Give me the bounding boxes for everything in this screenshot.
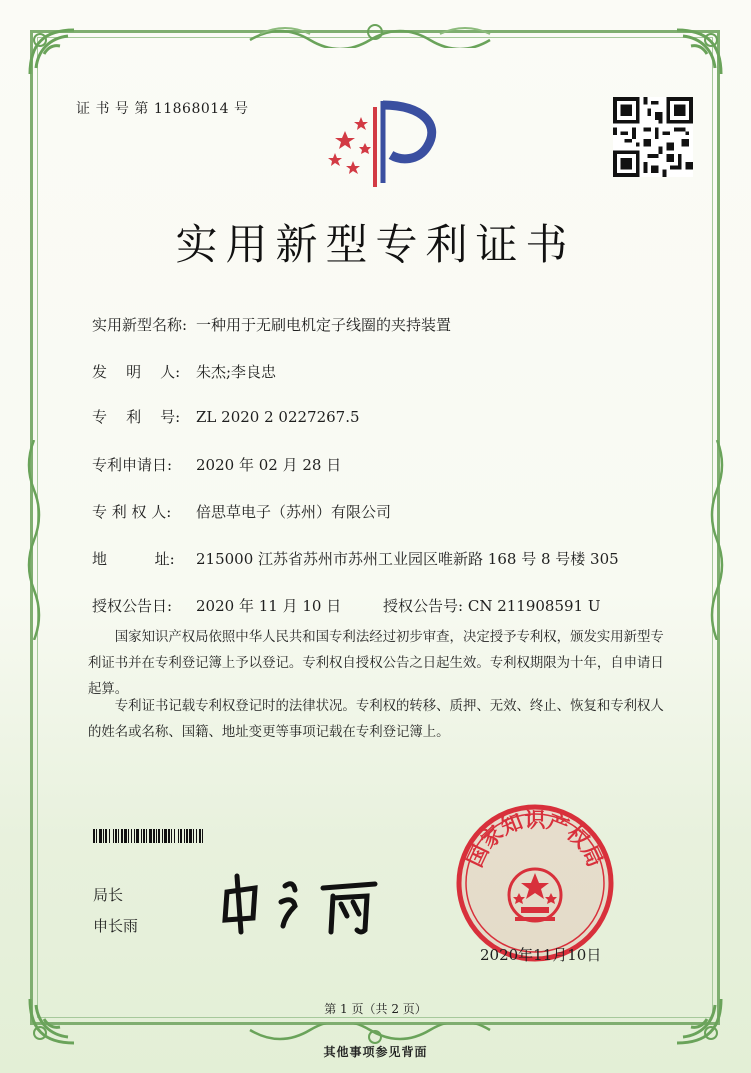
barcode-bar bbox=[134, 829, 135, 843]
barcode-bar bbox=[180, 829, 182, 843]
barcode-bar bbox=[164, 829, 167, 843]
field-model-name bbox=[92, 314, 451, 335]
barcode-bar bbox=[109, 829, 110, 843]
barcode-bar bbox=[168, 829, 170, 843]
field-grant-date bbox=[92, 595, 341, 616]
director-signature bbox=[215, 870, 385, 940]
corner-ornament-top-left bbox=[24, 24, 82, 82]
field-inventor bbox=[92, 361, 276, 382]
director-name: 申长雨 bbox=[93, 917, 139, 935]
paragraph-2: 专利证书记载专利权登记时的法律状况。专利权的转移、质押、无效、终止、恢复和专利权人的姓名或名称、国籍、地址变更等事项记载在专利登记簿上。 bbox=[88, 699, 664, 740]
certificate-number-label: 证 书 号 第 bbox=[76, 101, 149, 117]
barcode-bar bbox=[143, 829, 145, 843]
left-ornament bbox=[22, 440, 42, 640]
certificate-number-suffix: 号 bbox=[234, 101, 249, 117]
field-value: ZL 2020 2 0227267.5 bbox=[196, 408, 360, 426]
field-label: 授权公告号: bbox=[383, 597, 464, 615]
seal-text: 国家知识产权局 bbox=[462, 808, 608, 871]
barcode-bar bbox=[174, 829, 175, 843]
field-value: 2020 年 02 月 28 日 bbox=[196, 456, 342, 474]
barcode-bar bbox=[202, 829, 203, 843]
right-ornament bbox=[709, 440, 729, 640]
certificate-title: 实用新型专利证书 bbox=[175, 220, 576, 269]
top-ornament bbox=[240, 20, 511, 48]
field-patent-number bbox=[92, 406, 360, 427]
barcode-bar bbox=[103, 829, 104, 843]
director-title: 局长 bbox=[93, 886, 124, 904]
barcode-bar bbox=[146, 829, 147, 843]
barcode-bar bbox=[149, 829, 152, 843]
barcode-bar bbox=[189, 829, 192, 843]
barcode-bar bbox=[113, 829, 114, 843]
barcode-bar bbox=[115, 829, 117, 843]
barcode-bar bbox=[128, 829, 129, 843]
field-label: 地 址: bbox=[92, 550, 175, 568]
barcode-bar bbox=[99, 829, 102, 843]
field-label: 专 利 号: bbox=[92, 408, 181, 426]
barcode-bar bbox=[184, 829, 185, 843]
page-indicator: 第 1 页（共 2 页） bbox=[324, 1002, 427, 1016]
corner-ornament-top-right bbox=[669, 24, 727, 82]
barcode-bar bbox=[131, 829, 132, 843]
field-label: 授权公告日: bbox=[92, 597, 173, 615]
field-value: 一种用于无刷电机定子线圈的夹持装置 bbox=[196, 316, 452, 334]
barcode-bar bbox=[124, 829, 127, 843]
barcode-bar bbox=[199, 829, 201, 843]
cnipa-logo bbox=[323, 95, 443, 190]
barcode-bar bbox=[93, 829, 95, 843]
qr-code bbox=[613, 97, 693, 177]
field-value: 朱杰;李良忠 bbox=[196, 363, 277, 381]
field-label: 专 利 权 人: bbox=[92, 503, 172, 521]
field-value: CN 211908591 U bbox=[467, 597, 601, 615]
paragraph-1: 国家知识产权局依照中华人民共和国专利法经过初步审查，决定授予专利权，颁发实用新型专利证书并在专利登记簿上予以登记。专利权自授权公告之日起生效。专利权期限为十年，自申请日起算。 bbox=[88, 630, 664, 697]
field-label: 发 明 人: bbox=[92, 363, 181, 381]
barcode-bar bbox=[96, 829, 97, 843]
barcode-bar bbox=[186, 829, 188, 843]
barcode-bar bbox=[178, 829, 179, 843]
field-patentee bbox=[92, 501, 391, 522]
barcode-bar bbox=[162, 829, 163, 843]
barcode-bar bbox=[171, 829, 172, 843]
field-application-date bbox=[92, 454, 341, 475]
barcode-bar bbox=[158, 829, 160, 843]
barcode-bar bbox=[196, 829, 197, 843]
barcode-bar bbox=[105, 829, 107, 843]
certificate-number-value: 11868014 bbox=[153, 101, 230, 117]
barcode-bar bbox=[153, 829, 155, 843]
field-grant-number bbox=[383, 595, 601, 616]
back-note: 其他事项参见背面 bbox=[323, 1045, 428, 1059]
barcode-bar bbox=[136, 829, 139, 843]
field-value: 2020 年 11 月 10 日 bbox=[196, 597, 342, 615]
field-label: 专利申请日: bbox=[92, 456, 173, 474]
barcode bbox=[93, 829, 291, 843]
field-value: 倍思草电子（苏州）有限公司 bbox=[196, 503, 392, 521]
field-value: 215000 江苏省苏州市苏州工业园区唯新路 168 号 8 号楼 305 bbox=[196, 550, 619, 568]
barcode-bar bbox=[121, 829, 123, 843]
seal-date: 2020年11月10日 bbox=[480, 946, 602, 964]
barcode-bar bbox=[141, 829, 142, 843]
field-address bbox=[92, 548, 619, 569]
barcode-bar bbox=[156, 829, 157, 843]
barcode-bar bbox=[193, 829, 194, 843]
official-seal bbox=[455, 803, 615, 963]
field-label: 实用新型名称: bbox=[92, 316, 188, 334]
certificate-number bbox=[76, 98, 249, 118]
barcode-bar bbox=[118, 829, 119, 843]
